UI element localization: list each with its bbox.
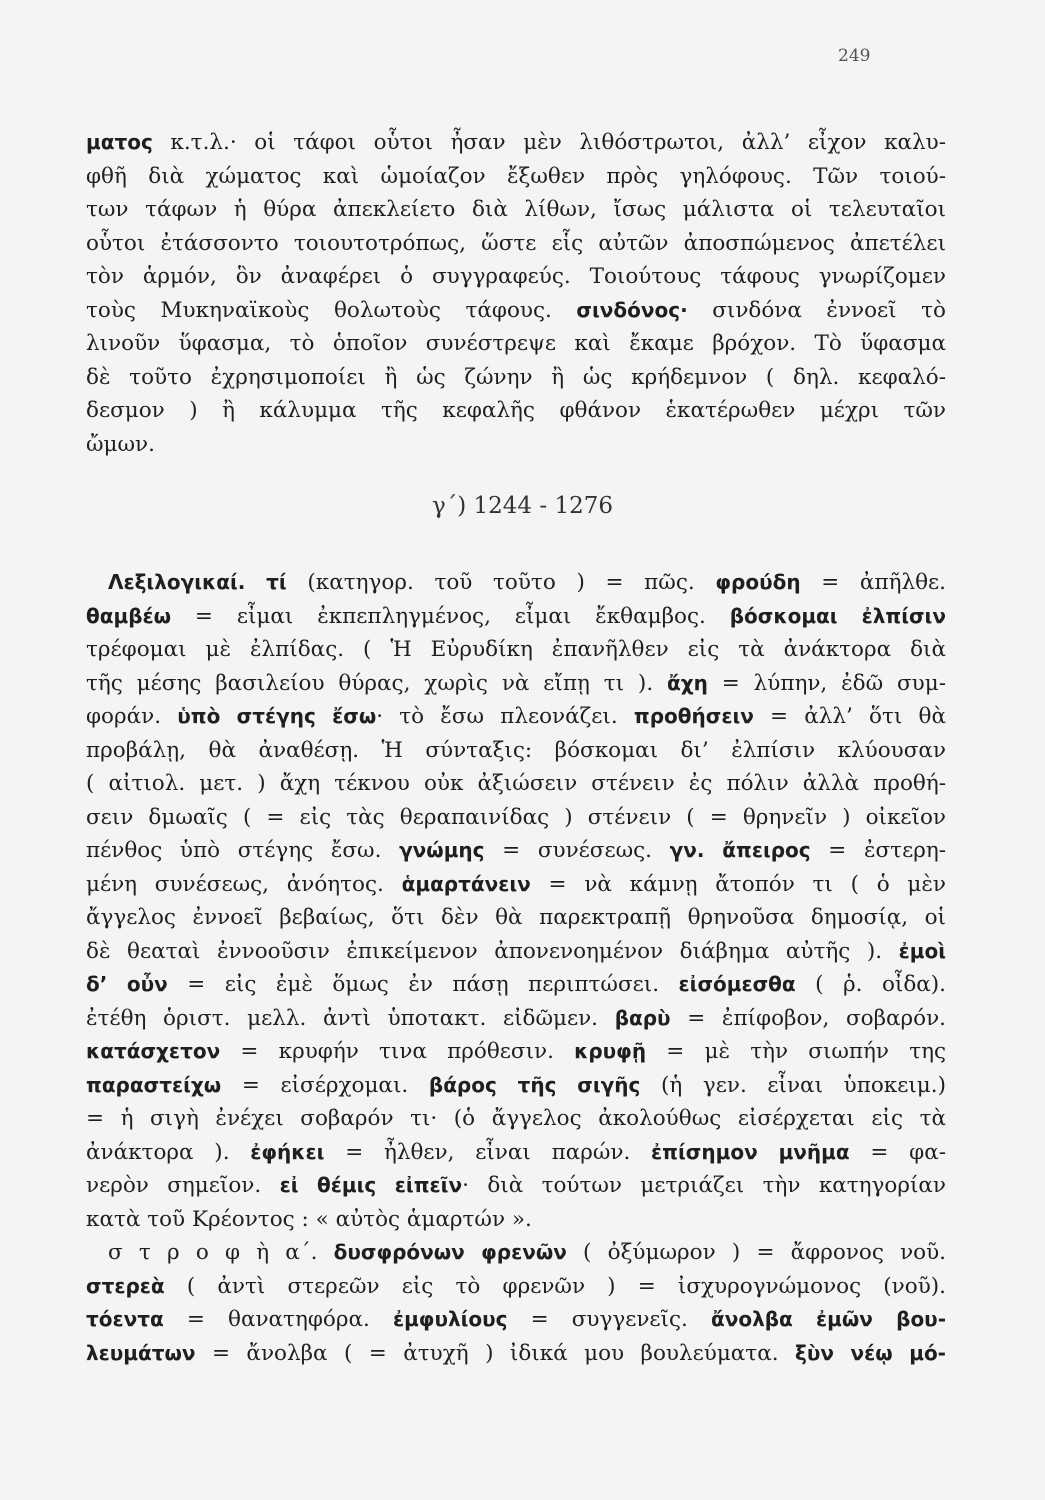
bold-term: βαρὺ	[614, 1005, 671, 1030]
text-line: λινοῦν ὕφασμα, τὸ ὁποῖον συνέστρεψε καὶ ἔκαμε βρόχον. Τὸ ὕφασμα	[86, 331, 946, 356]
text-line: κατάσχετον = κρυφήν τινα πρόθεσιν. κρυφῇ = μὲ τὴν σιωπήν της	[86, 1039, 946, 1064]
vocabulary-paragraph	[86, 566, 946, 1370]
text-line: φοράν. ὑπὸ στέγης ἔσω· τὸ ἔσω πλεονάζει. προθήσειν = ἀλλ’ ὅτι θὰ	[86, 704, 946, 729]
bold-term: ἄνολβα ἐμῶν βου-	[710, 1307, 946, 1331]
bold-term: φρούδη	[715, 570, 801, 594]
bold-term: ἐπίσημον μνῆμα	[651, 1139, 850, 1164]
text-line: Λεξιλογικαί. τί (κατηγορ. τοῦ τοῦτο ) = πῶς. φρούδη = ἀπῆλθε.	[108, 570, 946, 595]
bold-term: ὑπὸ στέγης ἔσω	[177, 704, 377, 728]
bold-term: τόεντα	[86, 1307, 164, 1331]
bold-term: λευμάτων	[86, 1340, 196, 1365]
text-line: νερὸν σημεῖον. εἰ θέμις εἰπεῖν· διὰ τούτων μετριάζει τὴν κατηγορίαν	[86, 1173, 946, 1198]
text-line: δὲ τοῦτο ἐχρησιμοποίει ἢ ὡς ζώνην ἢ ὡς κρήδεμνον ( δηλ. κεφαλό-	[86, 364, 946, 390]
bold-term: ἁμαρτάνειν	[401, 871, 531, 896]
bold-term: κατάσχετον	[86, 1039, 221, 1063]
bold-term: γνώμης	[399, 838, 485, 862]
bold-term: γν. ἄπειρος	[669, 838, 811, 862]
text-line: ἐτέθη ὁριστ. μελλ. ἀντὶ ὑποτακτ. εἰδῶμεν. βαρὺ = ἐπίφοβον, σοβαρόν.	[86, 1005, 946, 1031]
text-line: πένθος ὑπὸ στέγης ἔσω. γνώμης = συνέσεως. γν. ἄπειρος = ἐστερη-	[86, 838, 946, 863]
bold-term: ἄχη	[667, 670, 708, 695]
bold-term: βόσκομαι ἐλπίσιν	[729, 603, 946, 628]
text-line: κατὰ τοῦ Κρέοντος : « αὐτὸς ἁμαρτών ».	[86, 1206, 532, 1232]
bold-term: ἐμφυλίους	[392, 1307, 508, 1331]
text-line: ἄγγελος ἐννοεῖ βεβαίως, ὅτι δὲν θὰ παρεκτραπῇ θρηνοῦσα δημοσίᾳ, οἱ	[86, 905, 946, 930]
bold-term: κρυφῇ	[574, 1039, 647, 1063]
text-line: φθῆ διὰ χώματος καὶ ὡμοίαζον ἔξωθεν πρὸς γηλόφους. Τῶν τοιού-	[86, 163, 946, 189]
commentary-paragraph-top	[86, 126, 946, 461]
bold-term: ξὺν νέῳ μό-	[795, 1340, 946, 1365]
text-line: δεσμον ) ἢ κάλυμμα τῆς κεφαλῆς φθάνον ἑκατέρωθεν μέχρι τῶν	[86, 398, 946, 423]
bold-term: Λεξιλογικαί. τί	[108, 570, 287, 594]
bold-term: προθήσειν	[633, 704, 754, 728]
bold-term: βάρος τῆς σιγῆς	[428, 1072, 641, 1097]
bold-term: θαμβέω	[86, 603, 172, 628]
page-number: 249	[838, 46, 871, 66]
bold-term: στερεὰ	[86, 1273, 165, 1298]
bold-term: ἐμοὶ	[898, 938, 946, 963]
text-line: σειν δμωαῖς ( = εἰς τὰς θεραπαινίδας ) στένειν ( = θρηνεῖν ) οἰκεῖον	[86, 804, 946, 830]
text-line: δὲ θεαταὶ ἐννοοῦσιν ἐπικείμενον ἀπονενοημένον διάβημα αὐτῆς ). ἐμοὶ	[86, 938, 946, 964]
text-line: λευμάτων = ἄνολβα ( = ἀτυχῆ ) ἰδικά μου βουλεύματα. ξὺν νέῳ μό-	[86, 1340, 946, 1366]
text-line: σ τ ρ ο φ ὴ α΄. δυσφρόνων φρενῶν ( ὀξύμωρον ) = ἄφρονος νοῦ.	[108, 1240, 946, 1265]
section-heading: γ΄) 1244 - 1276	[432, 493, 613, 519]
text-line: μένη συνέσεως, ἀνόητος. ἁμαρτάνειν = νὰ κάμνῃ ἄτοπόν τι ( ὁ μὲν	[86, 871, 946, 897]
text-line: ( αἰτιολ. μετ. ) ἄχη τέκνου οὐκ ἀξιώσειν στένειν ἐς πόλιν ἀλλὰ προθή-	[86, 771, 946, 796]
bold-term: δυσφρόνων φρενῶν	[333, 1240, 567, 1264]
text-line: ματος κ.τ.λ.· οἱ τάφοι οὗτοι ἦσαν μὲν λιθόστρωτοι, ἀλλ’ εἶχον καλυ-	[86, 130, 946, 155]
text-line: τόεντα = θανατηφόρα. ἐμφυλίους = συγγενεῖς. ἄνολβα ἐμῶν βου-	[86, 1307, 946, 1332]
text-line: ἀνάκτορα ). ἐφήκει = ἦλθεν, εἶναι παρών. ἐπίσημον μνῆμα = φα-	[86, 1139, 946, 1165]
text-line: οὗτοι ἐτάσσοντο τοιουτοτρόπως, ὥστε εἷς αὐτῶν ἀποσπώμενος ἀπετέλει	[86, 230, 946, 256]
text-line: τὸν ἁρμόν, ὃν ἀναφέρει ὁ συγγραφεύς. Τοιούτους τάφους γνωρίζομεν	[86, 264, 946, 289]
bold-term: εἰ θέμις εἰπεῖν	[279, 1173, 463, 1197]
bold-term: εἰσόμεσθα	[678, 972, 796, 996]
bold-term: παραστείχω	[86, 1072, 222, 1097]
text-line: ὤμων.	[86, 431, 155, 457]
text-line: προβάλῃ, θὰ ἀναθέσῃ. Ἡ σύνταξις: βόσκομαι δι’ ἐλπίσιν κλύουσαν	[86, 737, 946, 763]
text-line: των τάφων ἡ θύρα ἀπεκλείετο διὰ λίθων, ἴσως μάλιστα οἱ τελευταῖοι	[86, 197, 946, 222]
text-line: παραστείχω = εἰσέρχομαι. βάρος τῆς σιγῆς (ἡ γεν. εἶναι ὑποκειμ.)	[86, 1072, 946, 1098]
bold-term: ματος	[86, 130, 153, 154]
bold-term: δ’ οὖν	[86, 972, 168, 996]
text-line: = ἡ σιγὴ ἐνέχει σοβαρόν τι· (ὁ ἄγγελος ἀκολούθως εἰσέρχεται εἰς τὰ	[86, 1106, 946, 1131]
bold-term: ἐφήκει	[250, 1139, 325, 1164]
text-line: στερεὰ ( ἀντὶ στερεῶν εἰς τὸ φρενῶν ) = ἰσχυρογνώμονος (νοῦ).	[86, 1273, 946, 1299]
text-line: θαμβέω = εἶμαι ἐκπεπληγμένος, εἶμαι ἔκθαμβος. βόσκομαι ἐλπίσιν	[86, 603, 946, 629]
text-line: τρέφομαι μὲ ἐλπίδας. ( Ἡ Εὐρυδίκη ἐπανῆλθεν εἰς τὰ ἀνάκτορα διὰ	[86, 637, 946, 662]
text-line: δ’ οὖν = εἰς ἐμὲ ὅμως ἐν πάσῃ περιπτώσει. εἰσόμεσθα ( ῥ. οἶδα).	[86, 972, 946, 997]
text-line: τῆς μέσης βασιλείου θύρας, χωρὶς νὰ εἴπῃ τι ). ἄχη = λύπην, ἐδῶ συμ-	[86, 670, 946, 696]
text-line: τοὺς Μυκηναϊκοὺς θολωτοὺς τάφους. σινδόνος· σινδόνα ἐννοεῖ τὸ	[86, 297, 946, 323]
bold-term: σινδόνος·	[576, 297, 688, 322]
